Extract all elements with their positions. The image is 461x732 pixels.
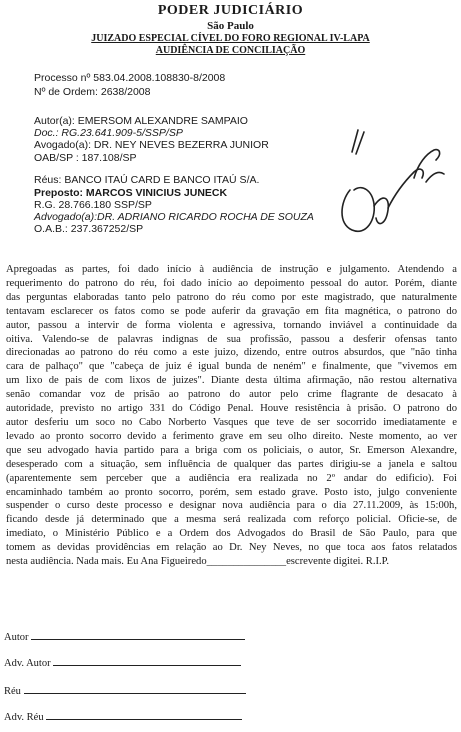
process-number: Processo nº 583.04.2008.108830-8/2008 bbox=[34, 72, 226, 84]
text-line: desesperado com a situação, sem influência de qualquer das partes dirigiu-se a janela e saltou bbox=[6, 458, 457, 470]
signature-blank bbox=[46, 710, 242, 720]
author-lawyer: Avogado(a): DR. NEY NEVES BEZERRA JUNIOR bbox=[34, 139, 269, 151]
text-line: cara de palhaço" que "cabeça de juiz é igual bunda de neném" e finalmente, que "vivemos em bbox=[6, 361, 457, 373]
author-document: Doc.: RG.23.641.909-5/SSP/SP bbox=[34, 127, 183, 139]
signature-line-defendant bbox=[4, 684, 246, 697]
court-title: PODER JUDICIÁRIO bbox=[157, 3, 304, 18]
defendants: Réus: BANCO ITAÚ CARD E BANCO ITAÚ S/A. bbox=[34, 174, 260, 186]
text-line: encaminhado também ao pronto socorro, porém, sem estado grave. Posto isto, julgo conveniente bbox=[6, 486, 457, 498]
text-line: Apregoadas as partes, foi dado início à audiência de instrução e julgamento. Atendendo a bbox=[6, 264, 457, 275]
defendant-lawyer: Advogado(a):DR. ADRIANO RICARDO ROCHA DE SOUZA bbox=[34, 211, 314, 223]
text-line: tomem as devidas providências em relação ao Dr. Ney Neves, no que toca aos fatos relatados bbox=[6, 542, 457, 554]
order-number: Nº de Ordem: 2638/2008 bbox=[34, 86, 151, 98]
signature-blank bbox=[31, 630, 245, 640]
text-line: ficando desde já determinado que a mesma será realizada com reforço policial. Oficie-se, de bbox=[6, 514, 457, 526]
text-line: um lixo de pais de com lixos de juizes". Diante desta última afirmação, não restou alternativa bbox=[6, 375, 457, 387]
author-name: Autor(a): EMERSOM ALEXANDRE SAMPAIO bbox=[34, 115, 248, 127]
handwritten-signature bbox=[322, 120, 452, 250]
defendant-lawyer-oab: O.A.B.: 237.367252/SP bbox=[34, 223, 144, 235]
court-unit: JUIZADO ESPECIAL CÍVEL DO FORO REGIONAL IV-LAPA bbox=[91, 33, 370, 44]
signature-line-author bbox=[4, 630, 245, 643]
text-line: autoridade, previsto no artigo 331 do Código Penal. Houve resistência à prisão. O patrono do bbox=[6, 403, 457, 415]
text-line: tentavam esclarecer os fatos como se pode auferir da gravação em fita magnética, o patrono do bbox=[6, 305, 457, 317]
text-line: levado ao pronto socorro devido a ferimento grave em seu olho direito. Neste momento, ao ver bbox=[6, 430, 457, 442]
text-line: autor desferiu um soco no Cabo Norberto Vasques que teve de ser socorrido imediatamente e bbox=[6, 416, 457, 428]
text-line: nesta audiência. Nada mais. Eu Ana Figueiredo_______________escrevente digitei. R.I.P. bbox=[6, 556, 390, 568]
signature-label: Adv. Autor bbox=[4, 658, 51, 669]
text-line: das perguntas elaboradas tanto pelo patrono do réu como por este magistrado, que naturalmente bbox=[6, 291, 457, 303]
signature-blank bbox=[24, 684, 246, 694]
signature-label: Réu bbox=[4, 686, 21, 697]
text-line: oitiva. Valendo-se de palavras indignas de sua profissão, passou a desferir ofensas tanto bbox=[6, 333, 457, 345]
proxy-name: Preposto: MARCOS VINICIUS JUNECK bbox=[34, 187, 228, 199]
text-line: imediato, o Ministério Público e a Ordem dos Advogados do Brasil de São Paulo, para que bbox=[6, 528, 457, 540]
text-line: que seu advogado havia partido para a briga com os policiais, o autor, Sr. Emerson Alexandre, bbox=[6, 444, 457, 456]
text-line: senão comandar voz de prisão ao patrono do autor pelo crime flagrante de desacato à bbox=[6, 389, 457, 401]
hearing-title: AUDIÊNCIA DE CONCILIAÇÃO bbox=[155, 45, 306, 56]
text-line: requerimento do patrono do réu, foi dado início ao depoimento pessoal do autor. Porém, diante bbox=[6, 277, 457, 289]
text-line: autor, passou a intervir de forma violenta e agressiva, tornando inviável a continuidade da bbox=[6, 319, 457, 331]
text-line: (aparentemente sem perceber que a audiência era realizada no 2º andar do edificio). Foi bbox=[6, 472, 457, 484]
text-line: suspender o curso deste processo e designar nova audiência para o dia 27.11.2009, às 15:00h, bbox=[6, 500, 457, 512]
signature-line-author-lawyer bbox=[4, 656, 241, 669]
author-lawyer-oab: OAB/SP : 187.108/SP bbox=[34, 152, 137, 164]
hearing-record-text bbox=[6, 263, 457, 569]
signature-blank bbox=[53, 656, 241, 666]
signature-label: Adv. Réu bbox=[4, 712, 44, 723]
signature-label: Autor bbox=[4, 632, 29, 643]
city-name: São Paulo bbox=[207, 20, 254, 32]
signature-line-defendant-lawyer bbox=[4, 710, 242, 723]
proxy-rg: R.G. 28.766.180 SSP/SP bbox=[34, 199, 152, 211]
text-line: direcionadas ao patrono do réu como a este juizo, dizendo, entre outros absurdos, que "não tinha bbox=[6, 347, 457, 359]
